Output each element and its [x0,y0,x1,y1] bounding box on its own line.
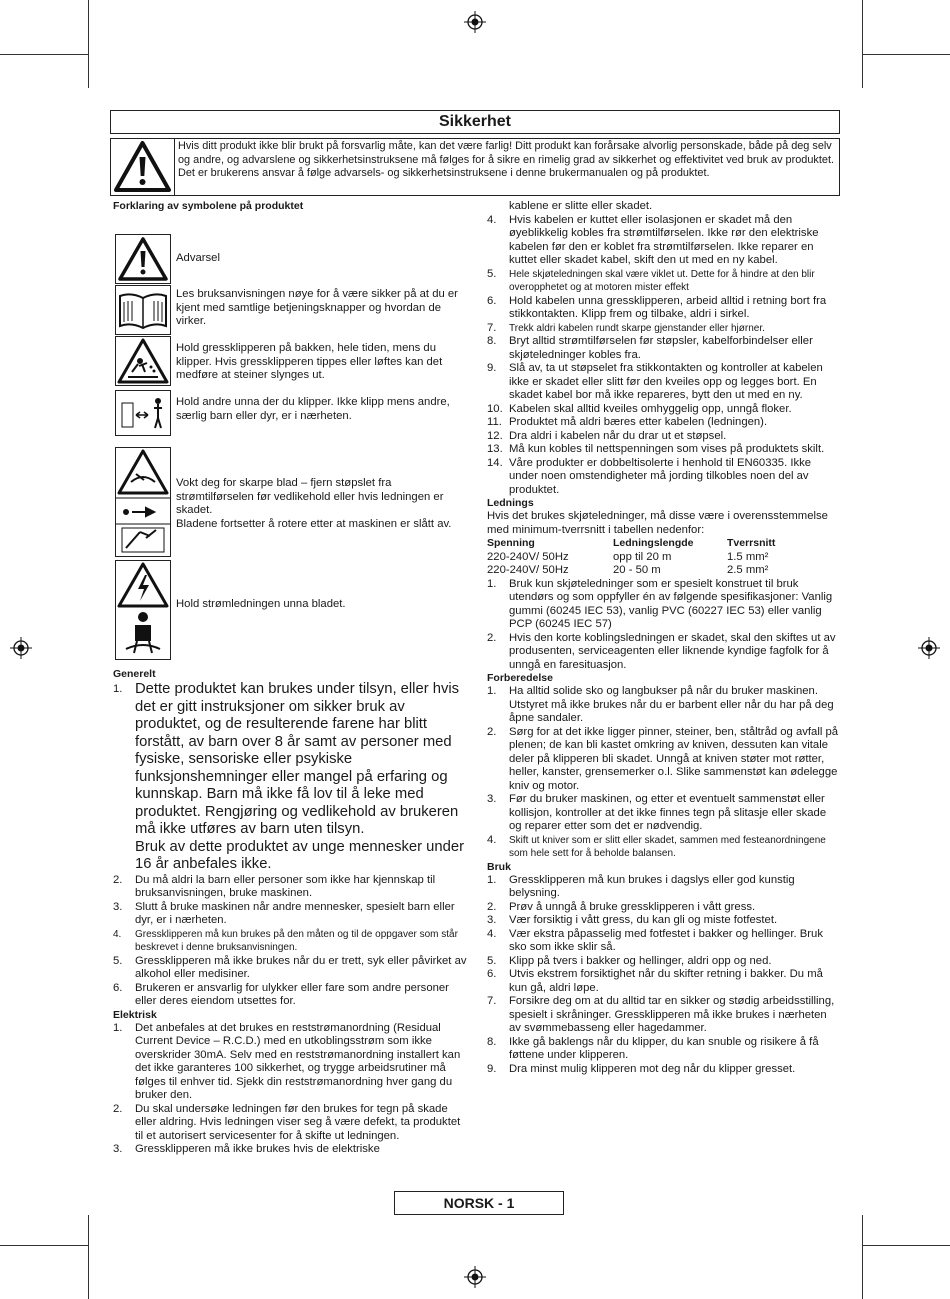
table-header: Spenning [487,537,535,549]
symbol-text-blade: Vokt deg for skarpe blad – fjern støpslet fra strømtilførselen før vedlikehold eller hvis ledningen er skadet. Bladene fortsetter å rotere etter at maskinen er slått av. [176,477,452,530]
symbol-text: Hold strømledningen unna bladet. [176,598,346,610]
right-column [487,200,839,1076]
list-item-text: Du må aldri la barn eller personer som ikke har kjennskap til bruksanvisningen, bruke maskinen. [135,873,436,899]
page-footer: NORSK - 1 [394,1191,564,1215]
list-item: 8. Bryt alltid strømtilførselen før støpsler, kabelforbindelser eller skjøteledninger kobles fra. [487,335,813,361]
list-item-text: Du skal undersøke ledningen før den brukes for tegn på skade eller aldring. Hvis ledningen viser seg å være defekt, ta produktet til et autorisert servicesenter for å skifte ut ledningen. [135,1102,461,1142]
list-item: 2. Du skal undersøke ledningen før den brukes for tegn på skade eller aldring. Hvis ledningen viser seg å være defekt, ta produktet til et autorisert servicesenter for å skifte ut ledningen. [113,1102,461,1142]
list-item-text: Forsikre deg om at du alltid tar en sikker og stødig arbeidsstilling, spesielt i skråninger. Gressklipperen må ikke brukes i nærheten av svømmebasseng eller hagedammer. [509,995,835,1034]
table-cell: opp til 20 m [613,550,672,563]
list-item: 2. Prøv å unngå å bruke gressklipperen i vått gress. [487,900,756,913]
table-header-row [487,537,827,551]
section-heading-electric: Elektrisk [113,1008,157,1021]
symbols-list [113,213,468,668]
list-item-text: Sørg for at det ikke ligger pinner, steiner, ben, ståltråd og avfall på plenen; de kan bli kastet omkring av kniven, dessuten kan vitale deler på klipperen bli skadet. Unngå at kniven støter mot røtter, heller, kanster, grensemerker o.l. Slike sammenstøt kan ødelegge kniv og motor. [509,725,839,792]
list-item: 1. Bruk kun skjøteledninger som er spesielt konstruet til bruk utendørs og som oppfyller én av følgende spesifikasjoner: Vanlig gummi (60245 IEC 53), vanlig PVC (60227 IEC 53) eller vanlig PCP (60245 IEC 57) [487,577,833,630]
list-item: 10. Kabelen skal alltid kveiles omhyggelig opp, unngå floker. [487,402,792,415]
electric-list-continued [487,200,839,497]
list-item: 2. Du må aldri la barn eller personer som ikke har kjennskap til bruksanvisningen, bruke maskinen. [113,873,436,899]
electric-list [113,1022,468,1157]
list-item: 4. Vær ekstra påpasselig med fotfestet i bakker og hellinger. Bruk sko som ikke sklir så. [487,927,823,953]
list-item: 8. Ikke gå baklengs når du klipper, du kan snuble og risikere å få føttene under klipperen. [487,1035,819,1061]
warning-triangle-icon [111,139,175,195]
intro-text: Hvis ditt produkt ikke blir brukt på forsvarlig måte, kan det være farlig! Ditt produkt kan forårsake alvorlig personskade, både på deg selv og andre, og advarslene og sikkerhetsinstruksene må følges for å sikre en rimelig grad av sikkerhet og effektivitet ved bruk av produktet. Det er brukerens ansvar å følge advarsels- og sikkerhetsinstruksene i denne brukermanualen og på produktet. [178,140,834,180]
list-item [487,200,839,214]
list-item-text: Kabelen skal alltid kveiles omhyggelig opp, unngå floker. [509,402,792,415]
cords-list [487,578,839,673]
section-heading-use: Bruk [487,860,511,873]
list-item-text: Produktet må aldri bæres etter kabelen (ledningen). [509,416,768,428]
crop-mark [862,0,863,88]
list-item-text: Utvis ekstrem forsiktighet når du skifter retning i bakker. Du må kun gå, aldri løpe. [509,968,823,994]
list-item-text: Ha alltid solide sko og langbukser på når du bruker maskinen. Utstyret må ikke brukes når du er barbent eller når du har på deg åpne sandaler. [509,685,834,724]
list-item-text: Brukeren er ansvarlig for ulykker eller fare som andre personer eller deres eiendom utsettes for. [135,981,449,1007]
list-item-text: Før du bruker maskinen, og etter et eventuelt sammenstøt eller kollisjon, kontroller at det ikke finnes tegn på slitasje eller skade og reparer etter som det er nødvendig. [509,793,827,832]
registration-mark-icon [918,637,940,659]
list-item: 9. Slå av, ta ut støpselet fra stikkontakten og kontroller at kabelen ikke er skadet eller slitt før den kveiles opp og legges bort. En skadet kabel bor må ikke repareres, bytt den ut med en ny. [487,362,823,401]
keep-distance-icon [115,390,171,436]
cords-intro: Hvis det brukes skjøteledninger, må disse være i overensstemmelse med minimum-tverrsnitt i tabellen nedenfor: [487,510,828,536]
crop-mark [88,1215,89,1299]
list-item: 1. Gressklipperen må kun brukes i dagslys eller god kunstig belysning. [487,873,795,899]
book-icon [115,285,171,335]
list-item: 3. Vær forsiktig i vått gress, du kan gli og miste fotfestet. [487,914,778,926]
registration-mark-icon [10,637,32,659]
list-item-text: Hele skjøteledningen skal være viklet ut. Dette for å hindre at den blir overopphetet og at motoren mister effekt [509,268,815,293]
list-item-text: Skift ut kniver som er slitt eller skadet, sammen med festeanordningene som hele sett for å beholde balansen. [509,834,826,859]
intro-warning-box [110,138,840,196]
symbol-text: Hold gressklipperen på bakken, hele tiden, mens du klipper. Hvis gressklipperen tippes eller løftes kan det medføre at steiner slynges ut. [176,342,443,381]
list-item: 1. Dette produktet kan brukes under tilsyn, eller hvis det er gitt instruksjoner om sikker bruk av produktet, og de resulterende farene har blitt forstått, av barn over 8 år samt av personer med fysiske, sensoriske eller psykiske funksjonshemninger eller mangel på erfaring og kunnskap. Barn må ikke få lov til å leke med produktet. Rengjøring og vedlikehold av brukeren må ikke utføres av barn uten tilsyn. Bruk av dette produktet av unge mennesker under 16 år anbefales ikke. [113,681,465,872]
list-item-text: Prøv å unngå å bruke gressklipperen i vått gress. [509,900,756,913]
list-item: 1. Det anbefales at det brukes en reststrømanordning (Residual Current Device – R.C.D.) med en utkoblingsstrøm som ikke overskrider 30mA. Selv med en reststrømanordning installert kan det ikke garanteres 100 sikkerhet, og trygge arbeidsrutiner må følges til enhver tid. Sjekk din reststrømanordning hver gang du bruker den. [113,1021,461,1101]
table-header: Tverrsnitt [727,537,776,549]
list-item: 4. Skift ut kniver som er slitt eller skadet, sammen med festeanordningene som hele sett for å beholde balansen. [487,833,826,859]
list-item-text: Hvis den korte koblingsledningen er skadet, skal den skiftes ut av produsenten, serviceagenten eller liknende kyndige fagfolk for å unngå en faresituasjon. [509,631,836,671]
list-item: 7. Forsikre deg om at du alltid tar en sikker og stødig arbeidsstilling, spesielt i skråninger. Gressklipperen må ikke brukes i nærheten av svømmebasseng eller hagedammer. [487,995,835,1034]
symbol-text: Advarsel [176,252,220,264]
cord-table [487,537,827,578]
general-list [113,681,468,1009]
list-item-text: Gressklipperen må kun brukes i dagslys eller god kunstig belysning. [509,873,795,899]
left-column [113,200,468,1157]
list-item: 6. Hold kabelen unna gressklipperen, arbeid alltid i retning bort fra stikkontakten. Klipp frem og tilbake, aldri i sirkel. [487,294,827,320]
list-item: 9. Dra minst mulig klipperen mot deg når du klipper gresset. [487,1062,796,1075]
registration-mark-icon [464,11,486,33]
symbol-text [176,477,468,531]
table-row [487,551,827,565]
electric-cord-icon [115,560,171,660]
list-item-text: Vær forsiktig i vått gress, du kan gli og miste fotfestet. [509,914,778,926]
crop-mark [862,1215,863,1299]
section-heading-cords: Lednings [487,497,534,509]
crop-mark [88,0,89,88]
list-item-text: Gressklipperen må kun brukes på den måten og til de oppgaver som står beskrevet i denne bruksanvisningen. [135,928,458,953]
list-item: 14. Våre produkter er dobbeltisolerte i henhold til EN60335. Ikke under noen omstendigheter må jording tilkobles noen del av produktet. [487,456,812,496]
use-list [487,874,839,1077]
list-item: 4. Hvis kabelen er kuttet eller isolasjonen er skadet må den øyeblikkelig kobles fra strømtilførselen. Ikke rør den elektriske kabelen før den er koblet fra strømtilførselen. Ikke reparer en kuttet eller skadet kabel, skift den ut med en ny kabel. [487,213,819,266]
list-item: 5. Gressklipperen må ikke brukes når du er trett, syk eller påvirket av alkohol eller medisiner. [113,954,467,980]
list-item: 6. Brukeren er ansvarlig for ulykker eller fare som andre personer eller deres eiendom utsettes for. [113,981,449,1007]
list-item-text: Dette produktet kan brukes under tilsyn, eller hvis det er gitt instruksjoner om sikker bruk av produktet, og de resulterende farene har blitt forstått, av barn over 8 år samt av personer med fysiske, sensoriske eller psykiske funksjonshemninger eller mangel på erfaring og kunnskap. Barn må ikke få lov til å leke med produktet. Rengjøring og vedlikehold av brukeren må ikke utføres av barn uten tilsyn. Bruk av dette produktet av unge mennesker under 16 år anbefales ikke. [135,681,465,872]
list-item-text: Slutt å bruke maskinen når andre mennesker, spesielt barn eller dyr, er i nærheten. [135,900,455,926]
list-item-text: Bruk kun skjøteledninger som er spesielt konstruet til bruk utendørs og som oppfyller én av følgende spesifikasjoner: Vanlig gummi (60245 IEC 53), vanlig PVC (60227 IEC 53) eller vanlig PCP (60245 IEC 57) [509,577,833,630]
list-item: 3. Før du bruker maskinen, og etter et eventuelt sammenstøt eller kollisjon, kontroller at det ikke finnes tegn på slitasje eller skade og reparer etter som det er nødvendig. [487,793,827,832]
list-item: 2. Sørg for at det ikke ligger pinner, steiner, ben, ståltråd og avfall på plenen; de kan bli kastet omkring av kniven, dessuten kan vitale deler på klipperen bli skadet. Unngå at kniven støter mot røtter, heller, kanster, grensemerker o.l. Slike sammenstøt kan ødelegge kniv og motor. [487,725,839,792]
list-item-text: Må kun kobles til nettspenningen som vises på produktets skilt. [509,443,825,455]
section-heading-general: Generelt [113,668,156,680]
blade-hazard-icon [115,447,171,557]
list-item-text: Gressklipperen må ikke brukes når du er trett, syk eller påvirket av alkohol eller medisiner. [135,954,467,980]
list-item-text: Hold kabelen unna gressklipperen, arbeid alltid i retning bort fra stikkontakten. Klipp frem og tilbake, aldri i sirkel. [509,294,827,320]
list-item-text: Vær ekstra påpasselig med fotfestet i bakker og hellinger. Bruk sko som ikke sklir så. [509,927,823,953]
table-row [487,564,827,578]
list-item-text: Dra aldri i kabelen når du drar ut et støpsel. [509,429,727,442]
list-item-text: Hvis kabelen er kuttet eller isolasjonen er skadet må den øyeblikkelig kobles fra strømtilførselen. Ikke rør den elektriske kabelen før den er koblet fra strømtilførselen. Ikke reparer en kuttet eller skadet kabel, skift den ut med en ny kabel. [509,213,819,266]
list-item-text: Bryt alltid strømtilførselen før støpsler, kabelforbindelser eller skjøteledninger kobles fra. [509,335,813,361]
table-header: Ledningslengde [613,537,694,549]
list-item: 3. Gressklipperen må ikke brukes hvis de elektriske [113,1143,380,1155]
list-item: 13. Må kun kobles til nettspenningen som vises på produktets skilt. [487,443,825,455]
list-item: 5. Hele skjøteledningen skal være viklet ut. Dette for å hindre at den blir overopphetet og at motoren mister effekt [487,267,815,293]
table-cell: 220-240V/ 50Hz [487,564,569,576]
warning-icon [115,234,171,284]
list-item-text: kablene er slitte eller skadet. [509,200,653,212]
flying-debris-icon [115,336,171,386]
list-item: 1. Ha alltid solide sko og langbukser på når du bruker maskinen. Utstyret må ikke brukes når du er barbent eller når du har på deg åpne sandaler. [487,685,834,724]
list-item: 4. Gressklipperen må kun brukes på den måten og til de oppgaver som står beskrevet i denne bruksanvisningen. [113,928,458,953]
list-item-text: Våre produkter er dobbeltisolerte i henhold til EN60335. Ikke under noen omstendigheter må jording tilkobles noen del av produktet. [509,456,812,496]
symbol-text: Les bruksanvisningen nøye for å være sikker på at du er kjent med samtlige betjeningsknapper og hvordan de virker. [176,288,458,327]
table-cell: 2.5 mm² [727,564,769,576]
table-cell: 20 - 50 m [613,564,661,576]
table-cell: 220-240V/ 50Hz [487,550,569,563]
list-item: 12. Dra aldri i kabelen når du drar ut et støpsel. [487,429,727,442]
list-item: 6. Utvis ekstrem forsiktighet når du skifter retning i bakker. Du må kun gå, aldri løpe. [487,968,823,994]
crop-mark [0,1245,88,1246]
crop-mark [862,1245,950,1246]
list-item-text: Trekk aldri kabelen rundt skarpe gjenstander eller hjørner. [509,322,765,334]
list-item-text: Klipp på tvers i bakker og hellinger, aldri opp og ned. [509,954,772,967]
symbols-heading: Forklaring av symbolene på produktet [113,200,304,212]
list-item-text: Ikke gå baklengs når du klipper, du kan snuble og risikere å få føttene under klipperen. [509,1035,819,1061]
list-item: 7. Trekk aldri kabelen rundt skarpe gjenstander eller hjørner. [487,321,765,334]
page-title: Sikkerhet [110,110,840,134]
list-item-text: Det anbefales at det brukes en reststrømanordning (Residual Current Device – R.C.D.) med en utkoblingsstrøm som ikke overskrider 30mA. Selv med en reststrømanordning installert kan det ikke garanteres 100 sikkerhet, og trygge arbeidsrutiner må følges til enhver tid. Sjekk din reststrømanordning hver gang du bruker den. [135,1021,461,1101]
table-cell: 1.5 mm² [727,550,769,563]
crop-mark [0,54,88,55]
list-item-text: Slå av, ta ut støpselet fra stikkontakten og kontroller at kabelen ikke er skadet eller slitt før den kveiles opp og legges bort. En skadet kabel bor må ikke repareres, bytt den ut med en ny. [509,362,823,401]
list-item: 11. Produktet må aldri bæres etter kabelen (ledningen). [487,416,768,428]
list-item-text: Gressklipperen må ikke brukes hvis de elektriske [135,1143,380,1155]
list-item: 5. Klipp på tvers i bakker og hellinger, aldri opp og ned. [487,954,772,967]
registration-mark-icon [464,1266,486,1288]
prep-list [487,685,839,861]
list-item: 3. Slutt å bruke maskinen når andre mennesker, spesielt barn eller dyr, er i nærheten. [113,900,455,926]
section-heading-prep: Forberedelse [487,672,553,684]
list-item: 2. Hvis den korte koblingsledningen er skadet, skal den skiftes ut av produsenten, serviceagenten eller liknende kyndige fagfolk for å unngå en faresituasjon. [487,631,836,671]
crop-mark [862,54,950,55]
list-item-text: Dra minst mulig klipperen mot deg når du klipper gresset. [509,1062,796,1075]
symbol-text: Hold andre unna der du klipper. Ikke klipp mens andre, særlig barn eller dyr, er i nærheten. [176,396,450,422]
